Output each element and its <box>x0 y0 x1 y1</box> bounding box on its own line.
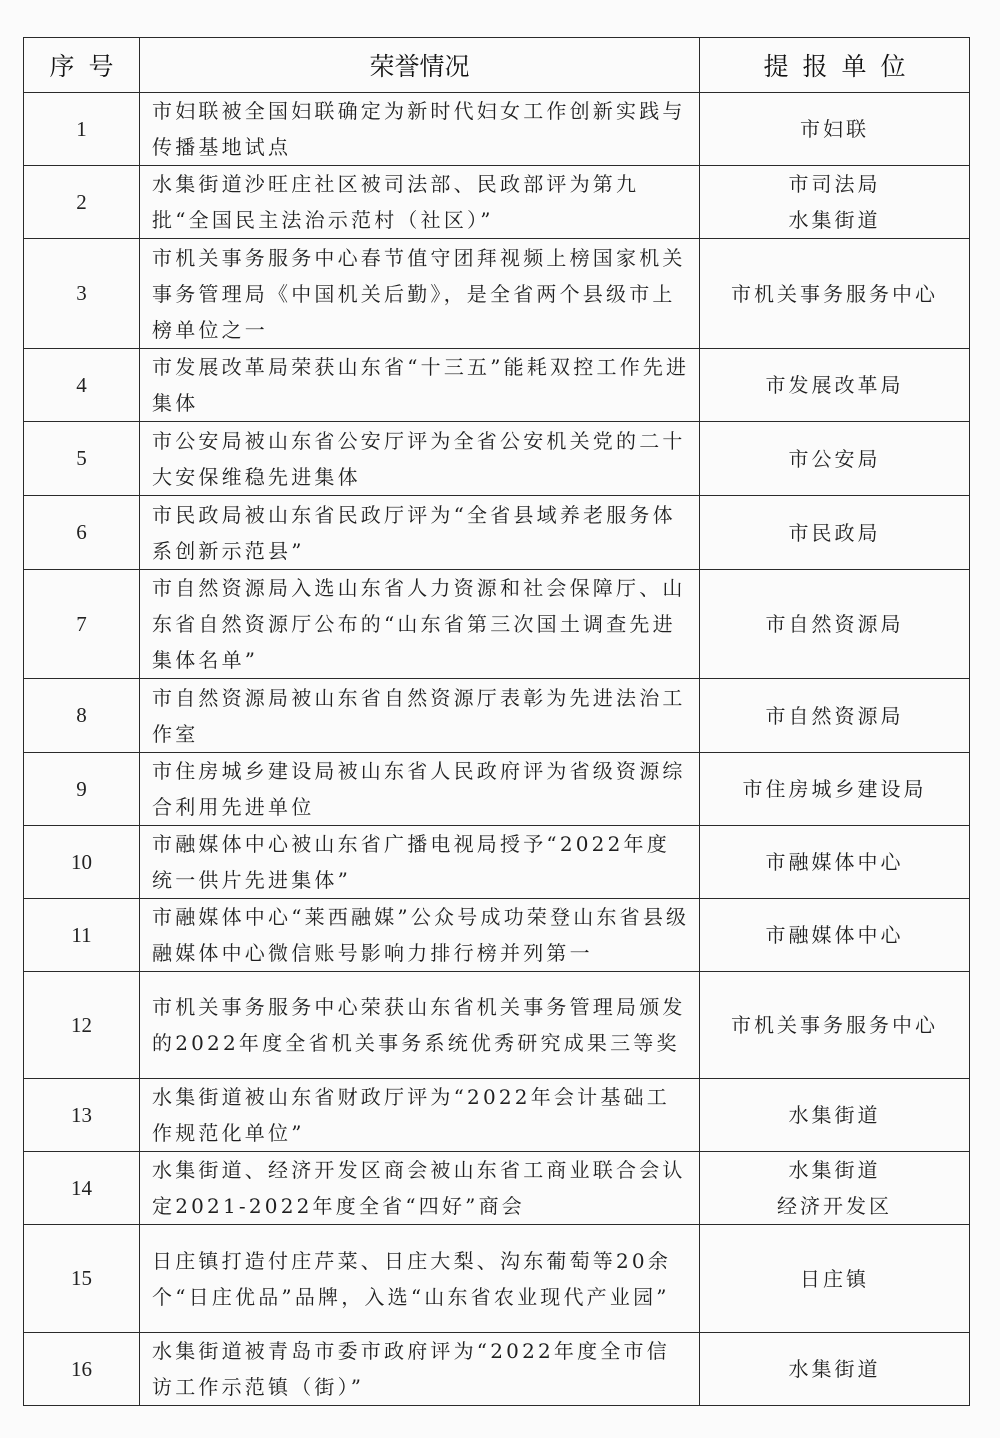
row-unit <box>700 349 970 422</box>
row-unit <box>700 826 970 899</box>
row-description: 市机关事务服务中心荣获山东省机关事务管理局颁发的2022年度全省机关事务系统优秀研究成果三等奖 <box>140 972 700 1079</box>
table-body <box>24 93 970 1406</box>
table-row <box>24 899 970 972</box>
row-unit <box>700 679 970 753</box>
table-row <box>24 239 970 349</box>
table-row <box>24 679 970 753</box>
table-row <box>24 1152 970 1225</box>
row-description: 水集街道沙旺庄社区被司法部、民政部评为第九批“全国民主法治示范村（社区）” <box>140 166 700 239</box>
unit-name: 市自然资源局 <box>765 703 904 728</box>
row-unit <box>700 753 970 826</box>
row-index: 6 <box>24 496 140 570</box>
row-description: 市住房城乡建设局被山东省人民政府评为省级资源综合利用先进单位 <box>140 753 700 826</box>
unit-name: 市司法局 <box>788 172 881 196</box>
row-unit <box>700 1079 970 1152</box>
table-row <box>24 93 970 166</box>
row-description: 市融媒体中心被山东省广播电视局授予“2022年度统一供片先进集体” <box>140 826 700 899</box>
row-index: 8 <box>24 679 140 753</box>
table-row <box>24 972 970 1079</box>
row-description: 市发展改革局荣获山东省“十三五”能耗双控工作先进集体 <box>140 349 700 422</box>
row-unit <box>700 496 970 570</box>
unit-name: 市公安局 <box>788 446 881 471</box>
row-description: 市机关事务服务中心春节值守团拜视频上榜国家机关事务管理局《中国机关后勤》，是全省两个县级市上榜单位之一 <box>140 239 700 349</box>
table-row <box>24 1225 970 1333</box>
header-index: 序号 <box>24 38 140 93</box>
row-index: 10 <box>24 826 140 899</box>
row-index: 4 <box>24 349 140 422</box>
row-description: 水集街道被青岛市委市政府评为“2022年度全市信访工作示范镇（街）” <box>140 1333 700 1406</box>
row-description: 市民政局被山东省民政厅评为“全省县域养老服务体系创新示范县” <box>140 496 700 570</box>
unit-name: 市自然资源局 <box>765 612 904 636</box>
table-row <box>24 570 970 679</box>
row-index: 7 <box>24 570 140 679</box>
unit-name: 市融媒体中心 <box>765 850 904 874</box>
row-index: 2 <box>24 166 140 239</box>
unit-name: 水集街道 <box>788 1158 881 1182</box>
table-row <box>24 496 970 570</box>
table-row <box>24 1333 970 1406</box>
unit-name: 市民政局 <box>788 520 881 545</box>
header-description: 荣誉情况 <box>140 38 700 93</box>
row-unit <box>700 1225 970 1333</box>
unit-name: 日庄镇 <box>800 1266 869 1291</box>
row-description: 市妇联被全国妇联确定为新时代妇女工作创新实践与传播基地试点 <box>140 93 700 166</box>
row-unit <box>700 570 970 679</box>
honor-table <box>23 37 970 1406</box>
row-index: 3 <box>24 239 140 349</box>
table-row <box>24 1079 970 1152</box>
unit-name: 市融媒体中心 <box>765 923 904 947</box>
table-row <box>24 753 970 826</box>
row-unit <box>700 93 970 166</box>
row-index: 12 <box>24 972 140 1079</box>
unit-name: 水集街道 <box>788 1103 881 1127</box>
row-description: 水集街道被山东省财政厅评为“2022年会计基础工作规范化单位” <box>140 1079 700 1152</box>
row-index: 11 <box>24 899 140 972</box>
row-index: 9 <box>24 753 140 826</box>
row-index: 15 <box>24 1225 140 1333</box>
row-index: 13 <box>24 1079 140 1152</box>
table-row <box>24 826 970 899</box>
row-unit <box>700 972 970 1079</box>
row-index: 1 <box>24 93 140 166</box>
unit-name: 市妇联 <box>800 117 869 141</box>
row-unit <box>700 422 970 496</box>
unit-name: 水集街道 <box>788 1357 881 1381</box>
row-unit <box>700 166 970 239</box>
row-description: 市公安局被山东省公安厅评为全省公安机关党的二十大安保维稳先进集体 <box>140 422 700 496</box>
unit-name: 经济开发区 <box>777 1194 892 1218</box>
unit-name: 市机关事务服务中心 <box>731 281 938 306</box>
row-description: 日庄镇打造付庄芹菜、日庄大梨、沟东葡萄等20余个“日庄优品”品牌，入选“山东省农业现代产业园” <box>140 1225 700 1333</box>
row-description: 市自然资源局入选山东省人力资源和社会保障厅、山东省自然资源厅公布的“山东省第三次国土调查先进集体名单” <box>140 570 700 679</box>
row-unit <box>700 239 970 349</box>
unit-name: 市发展改革局 <box>765 373 904 397</box>
unit-name: 水集街道 <box>788 208 881 232</box>
table-row <box>24 166 970 239</box>
header-unit: 提报单位 <box>700 38 970 93</box>
row-unit <box>700 1333 970 1406</box>
header-row <box>24 38 970 93</box>
row-index: 14 <box>24 1152 140 1225</box>
table-row <box>24 349 970 422</box>
row-description: 水集街道、经济开发区商会被山东省工商业联合会认定2021-2022年度全省“四好”商会 <box>140 1152 700 1225</box>
unit-name: 市机关事务服务中心 <box>731 1013 938 1037</box>
row-description: 市自然资源局被山东省自然资源厅表彰为先进法治工作室 <box>140 679 700 753</box>
unit-name: 市住房城乡建设局 <box>742 777 927 801</box>
row-index: 16 <box>24 1333 140 1406</box>
row-index: 5 <box>24 422 140 496</box>
row-unit <box>700 899 970 972</box>
row-unit <box>700 1152 970 1225</box>
row-description: 市融媒体中心“莱西融媒”公众号成功荣登山东省县级融媒体中心微信账号影响力排行榜并列第一 <box>140 899 700 972</box>
table-row <box>24 422 970 496</box>
